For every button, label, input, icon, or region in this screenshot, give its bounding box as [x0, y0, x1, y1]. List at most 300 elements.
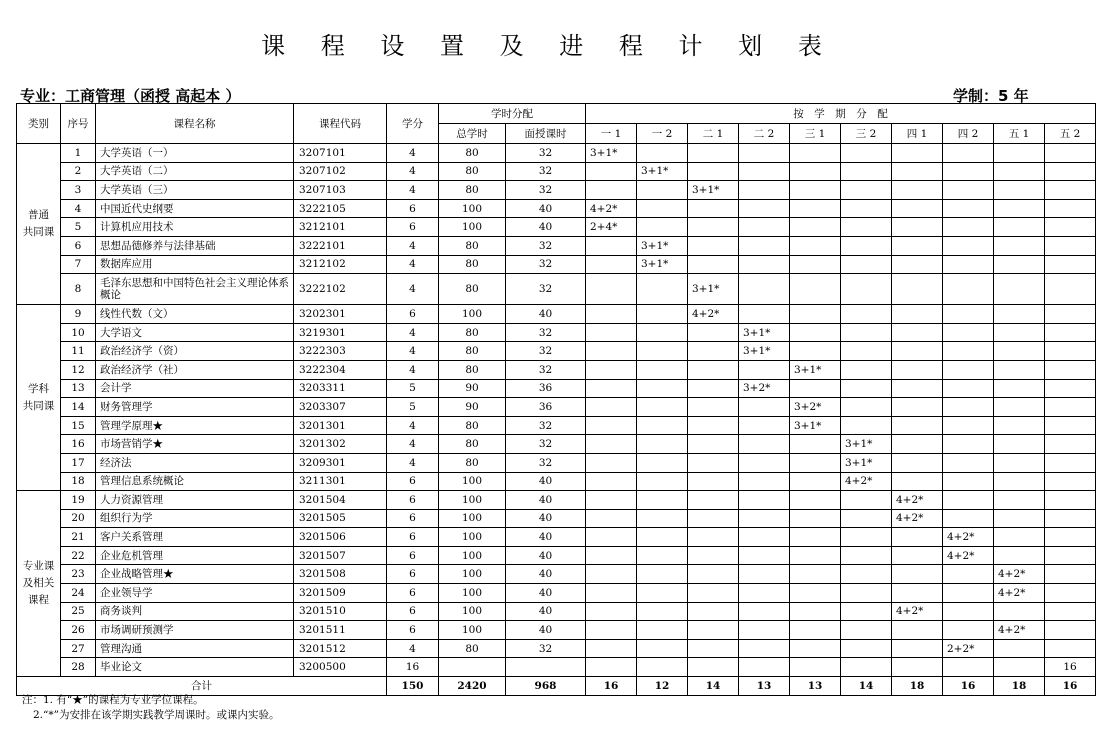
semester-cell: [1045, 584, 1096, 603]
semester-cell: [790, 236, 841, 255]
credit-cell: 4: [387, 360, 439, 379]
category-cell: 专业课 及相关 课程: [17, 491, 61, 677]
semester-cell: [1045, 144, 1096, 163]
semester-cell: [1045, 398, 1096, 417]
course-code-cell: 3222304: [294, 360, 387, 379]
face-hours-cell: 32: [506, 144, 586, 163]
semester-cell: [688, 323, 739, 342]
semester-cell: [841, 236, 892, 255]
semester-cell: [943, 218, 994, 237]
semester-cell: 3+1*: [790, 360, 841, 379]
total-semester: 16: [943, 677, 994, 696]
total-hours-cell: 100: [439, 528, 506, 547]
course-name-cell: 大学英语（二）: [96, 162, 294, 181]
seq-cell: 24: [61, 584, 96, 603]
semester-cell: [586, 255, 637, 274]
semester-cell: [688, 236, 739, 255]
semester-cell: 4+2*: [892, 509, 943, 528]
course-code-cell: 3201302: [294, 435, 387, 454]
semester-cell: [739, 255, 790, 274]
credit-cell: 5: [387, 398, 439, 417]
credit-cell: 6: [387, 199, 439, 218]
semester-cell: [586, 435, 637, 454]
course-code-cell: 3201507: [294, 546, 387, 565]
semester-cell: 3+1*: [688, 181, 739, 200]
header-semester: 二 2: [739, 124, 790, 144]
table-row: [17, 342, 1096, 361]
semester-cell: [892, 379, 943, 398]
table-row: [17, 218, 1096, 237]
semester-cell: [790, 323, 841, 342]
semester-cell: [586, 274, 637, 305]
semester-cell: [790, 342, 841, 361]
course-code-cell: 3201509: [294, 584, 387, 603]
course-name-cell: 管理信息系统概论: [96, 472, 294, 491]
credit-cell: 6: [387, 584, 439, 603]
course-code-cell: 3201511: [294, 621, 387, 640]
credit-cell: 4: [387, 255, 439, 274]
total-hours-cell: [439, 658, 506, 677]
semester-cell: [637, 323, 688, 342]
seq-cell: 28: [61, 658, 96, 677]
semester-cell: [892, 360, 943, 379]
header-row-top: [17, 104, 1096, 124]
course-code-cell: 3203311: [294, 379, 387, 398]
credit-cell: 4: [387, 453, 439, 472]
semester-cell: 3+1*: [688, 274, 739, 305]
semester-cell: [637, 199, 688, 218]
semester-cell: [1045, 639, 1096, 658]
course-name-cell: 市场营销学★: [96, 435, 294, 454]
semester-cell: [790, 453, 841, 472]
semester-cell: [841, 528, 892, 547]
course-name-cell: 思想品德修养与法律基础: [96, 236, 294, 255]
semester-cell: [943, 621, 994, 640]
duration-label: 学制：5 年: [953, 87, 1029, 105]
semester-cell: [841, 144, 892, 163]
semester-cell: [790, 144, 841, 163]
credit-cell: 6: [387, 472, 439, 491]
total-semester: 13: [790, 677, 841, 696]
table-row: [17, 546, 1096, 565]
semester-cell: [586, 621, 637, 640]
course-code-cell: 3207101: [294, 144, 387, 163]
semester-cell: [688, 621, 739, 640]
semester-cell: [841, 509, 892, 528]
header-credit: 学分: [387, 104, 439, 144]
semester-cell: [688, 584, 739, 603]
semester-cell: [790, 181, 841, 200]
semester-cell: [994, 199, 1045, 218]
total-hours-cell: 80: [439, 255, 506, 274]
semester-cell: 3+1*: [637, 255, 688, 274]
course-name-cell: 企业危机管理: [96, 546, 294, 565]
semester-cell: [994, 453, 1045, 472]
semester-cell: [739, 360, 790, 379]
credit-cell: 4: [387, 323, 439, 342]
semester-cell: [637, 342, 688, 361]
seq-cell: 8: [61, 274, 96, 305]
semester-cell: [994, 342, 1045, 361]
semester-cell: [841, 255, 892, 274]
total-hours-cell: 80: [439, 144, 506, 163]
face-hours-cell: 32: [506, 416, 586, 435]
semester-cell: [739, 398, 790, 417]
total-hours-cell: 80: [439, 274, 506, 305]
credit-cell: 6: [387, 305, 439, 324]
header-face-hours: 面授课时: [506, 124, 586, 144]
semester-cell: [637, 416, 688, 435]
semester-cell: [994, 416, 1045, 435]
semester-cell: [688, 658, 739, 677]
semester-cell: [586, 584, 637, 603]
face-hours-cell: 32: [506, 162, 586, 181]
course-name-cell: 大学英语（三）: [96, 181, 294, 200]
semester-cell: [943, 274, 994, 305]
semester-cell: [790, 584, 841, 603]
semester-cell: [586, 639, 637, 658]
semester-cell: [688, 162, 739, 181]
table-row: [17, 199, 1096, 218]
semester-cell: 4+2*: [892, 602, 943, 621]
semester-cell: [739, 181, 790, 200]
course-code-cell: 3222101: [294, 236, 387, 255]
face-hours-cell: 40: [506, 491, 586, 510]
seq-cell: 18: [61, 472, 96, 491]
semester-cell: 3+1*: [637, 236, 688, 255]
total-credit: 150: [387, 677, 439, 696]
semester-cell: [586, 565, 637, 584]
semester-cell: [688, 199, 739, 218]
semester-cell: [892, 546, 943, 565]
semester-cell: [739, 236, 790, 255]
table-row: [17, 435, 1096, 454]
semester-cell: [994, 509, 1045, 528]
credit-cell: 6: [387, 546, 439, 565]
seq-cell: 1: [61, 144, 96, 163]
semester-cell: [994, 274, 1045, 305]
seq-cell: 11: [61, 342, 96, 361]
face-hours-cell: 32: [506, 255, 586, 274]
semester-cell: [1045, 360, 1096, 379]
category-cell: 学科 共同课: [17, 305, 61, 491]
semester-cell: [892, 199, 943, 218]
semester-cell: 2+2*: [943, 639, 994, 658]
semester-cell: [943, 360, 994, 379]
semester-cell: [841, 621, 892, 640]
semester-cell: [790, 658, 841, 677]
semester-cell: [790, 565, 841, 584]
semester-cell: [841, 546, 892, 565]
semester-cell: [943, 658, 994, 677]
semester-cell: [994, 435, 1045, 454]
course-code-cell: 3201506: [294, 528, 387, 547]
semester-cell: [586, 360, 637, 379]
course-code-cell: 3219301: [294, 323, 387, 342]
semester-cell: [943, 162, 994, 181]
semester-cell: [892, 435, 943, 454]
semester-cell: [994, 472, 1045, 491]
header-semester: 一 1: [586, 124, 637, 144]
semester-cell: [994, 218, 1045, 237]
face-hours-cell: 32: [506, 360, 586, 379]
semester-cell: [892, 305, 943, 324]
course-code-cell: 3211301: [294, 472, 387, 491]
semester-cell: [1045, 621, 1096, 640]
semester-cell: [739, 602, 790, 621]
course-name-cell: 大学英语（一）: [96, 144, 294, 163]
semester-cell: [790, 639, 841, 658]
semester-cell: [637, 472, 688, 491]
total-semester: 13: [739, 677, 790, 696]
credit-cell: 6: [387, 491, 439, 510]
table-row: [17, 491, 1096, 510]
total-hours-cell: 100: [439, 602, 506, 621]
face-hours-cell: 40: [506, 509, 586, 528]
credit-cell: 5: [387, 379, 439, 398]
semester-cell: [943, 342, 994, 361]
course-schedule-table: [16, 103, 1096, 696]
course-code-cell: 3201505: [294, 509, 387, 528]
semester-cell: [637, 274, 688, 305]
seq-cell: 4: [61, 199, 96, 218]
semester-cell: [739, 509, 790, 528]
face-hours-cell: 40: [506, 602, 586, 621]
semester-cell: 4+2*: [688, 305, 739, 324]
semester-cell: [637, 509, 688, 528]
semester-cell: [790, 528, 841, 547]
semester-cell: [1045, 181, 1096, 200]
seq-cell: 21: [61, 528, 96, 547]
semester-cell: [943, 398, 994, 417]
semester-cell: [1045, 342, 1096, 361]
semester-cell: [586, 472, 637, 491]
seq-cell: 25: [61, 602, 96, 621]
semester-cell: [841, 491, 892, 510]
semester-cell: [892, 255, 943, 274]
semester-cell: [790, 435, 841, 454]
semester-cell: [841, 565, 892, 584]
seq-cell: 2: [61, 162, 96, 181]
semester-cell: 3+2*: [739, 379, 790, 398]
semester-cell: [586, 342, 637, 361]
total-face-hours: 968: [506, 677, 586, 696]
semester-cell: [739, 584, 790, 603]
semester-cell: [637, 546, 688, 565]
semester-cell: [637, 218, 688, 237]
semester-cell: [994, 379, 1045, 398]
table-row: [17, 162, 1096, 181]
semester-cell: [790, 509, 841, 528]
semester-cell: 4+2*: [943, 528, 994, 547]
semester-cell: [892, 565, 943, 584]
credit-cell: 4: [387, 274, 439, 305]
semester-cell: [892, 274, 943, 305]
face-hours-cell: 32: [506, 274, 586, 305]
table-row: [17, 274, 1096, 305]
semester-cell: [841, 181, 892, 200]
semester-cell: [994, 398, 1045, 417]
course-name-cell: 毕业论文: [96, 658, 294, 677]
semester-cell: [790, 305, 841, 324]
semester-cell: [892, 453, 943, 472]
semester-cell: [739, 274, 790, 305]
seq-cell: 15: [61, 416, 96, 435]
semester-cell: [841, 218, 892, 237]
semester-cell: [739, 528, 790, 547]
face-hours-cell: 40: [506, 472, 586, 491]
semester-cell: [790, 218, 841, 237]
semester-cell: [790, 379, 841, 398]
semester-cell: [688, 435, 739, 454]
total-semester: 14: [841, 677, 892, 696]
semester-cell: [790, 621, 841, 640]
credit-cell: 6: [387, 218, 439, 237]
semester-cell: [994, 181, 1045, 200]
semester-cell: [688, 509, 739, 528]
seq-cell: 5: [61, 218, 96, 237]
total-hours-cell: 100: [439, 199, 506, 218]
semester-cell: [892, 416, 943, 435]
semester-cell: 3+1*: [841, 435, 892, 454]
semester-cell: [994, 305, 1045, 324]
semester-cell: [841, 199, 892, 218]
semester-cell: [841, 342, 892, 361]
face-hours-cell: 40: [506, 305, 586, 324]
semester-cell: 4+2*: [586, 199, 637, 218]
semester-cell: [586, 509, 637, 528]
table-row: [17, 509, 1096, 528]
credit-cell: 6: [387, 621, 439, 640]
note-2: 2.“*”为安排在该学期实践教学周课时。或课内实验。: [33, 709, 280, 721]
face-hours-cell: 40: [506, 546, 586, 565]
semester-cell: [841, 639, 892, 658]
semester-cell: [1045, 255, 1096, 274]
table-row: [17, 602, 1096, 621]
major-label: 专业：工商管理（函授 高起本 ）: [20, 87, 241, 105]
semester-cell: [841, 379, 892, 398]
face-hours-cell: 40: [506, 584, 586, 603]
seq-cell: 16: [61, 435, 96, 454]
total-hours-cell: 80: [439, 360, 506, 379]
table-row: [17, 255, 1096, 274]
credit-cell: 4: [387, 416, 439, 435]
semester-cell: [892, 218, 943, 237]
semester-cell: [586, 236, 637, 255]
semester-cell: [739, 565, 790, 584]
semester-cell: [994, 602, 1045, 621]
semester-cell: [841, 584, 892, 603]
course-code-cell: 3222105: [294, 199, 387, 218]
semester-cell: [943, 509, 994, 528]
semester-cell: 4+2*: [994, 584, 1045, 603]
total-hours-cell: 80: [439, 323, 506, 342]
notes: [22, 693, 280, 723]
course-code-cell: 3202301: [294, 305, 387, 324]
table-row: [17, 360, 1096, 379]
semester-cell: [739, 162, 790, 181]
total-hours-cell: 100: [439, 584, 506, 603]
total-hours-cell: 90: [439, 379, 506, 398]
seq-cell: 10: [61, 323, 96, 342]
semester-cell: [739, 621, 790, 640]
table-row: [17, 181, 1096, 200]
credit-cell: 6: [387, 565, 439, 584]
semester-cell: 4+2*: [943, 546, 994, 565]
semester-cell: [586, 546, 637, 565]
course-name-cell: 企业领导学: [96, 584, 294, 603]
semester-cell: [841, 323, 892, 342]
course-name-cell: 大学语文: [96, 323, 294, 342]
credit-cell: 6: [387, 528, 439, 547]
table-row: [17, 323, 1096, 342]
semester-cell: [1045, 528, 1096, 547]
semester-cell: 3+1*: [637, 162, 688, 181]
table-row: [17, 305, 1096, 324]
table-row: [17, 584, 1096, 603]
table-row: [17, 528, 1096, 547]
semester-cell: [790, 546, 841, 565]
total-hours-cell: 100: [439, 218, 506, 237]
header-semester: 五 1: [994, 124, 1045, 144]
semester-cell: [790, 255, 841, 274]
semester-cell: [943, 584, 994, 603]
semester-cell: [637, 584, 688, 603]
semester-cell: [1045, 379, 1096, 398]
semester-cell: [943, 236, 994, 255]
semester-cell: [994, 162, 1045, 181]
course-name-cell: 政治经济学（社）: [96, 360, 294, 379]
semester-cell: [1045, 509, 1096, 528]
semester-cell: [790, 274, 841, 305]
semester-cell: [994, 491, 1045, 510]
semester-cell: [688, 342, 739, 361]
credit-cell: 6: [387, 509, 439, 528]
header-category: 类别: [17, 104, 61, 144]
seq-cell: 20: [61, 509, 96, 528]
course-name-cell: 计算机应用技术: [96, 218, 294, 237]
semester-cell: [1045, 416, 1096, 435]
semester-cell: [586, 658, 637, 677]
semester-cell: [637, 144, 688, 163]
course-code-cell: 3222102: [294, 274, 387, 305]
course-code-cell: 3222303: [294, 342, 387, 361]
total-semester: 18: [892, 677, 943, 696]
semester-cell: 3+1*: [586, 144, 637, 163]
total-hours-cell: 80: [439, 453, 506, 472]
credit-cell: 4: [387, 435, 439, 454]
semester-cell: [892, 584, 943, 603]
semester-cell: [739, 305, 790, 324]
semester-cell: [637, 658, 688, 677]
semester-cell: [790, 199, 841, 218]
semester-cell: [739, 639, 790, 658]
semester-cell: [943, 565, 994, 584]
table-row: [17, 144, 1096, 163]
semester-cell: 4+2*: [994, 621, 1045, 640]
course-code-cell: 3201504: [294, 491, 387, 510]
face-hours-cell: 32: [506, 236, 586, 255]
semester-cell: [892, 181, 943, 200]
total-hours-cell: 80: [439, 342, 506, 361]
semester-cell: [943, 416, 994, 435]
semester-cell: [841, 416, 892, 435]
semester-cell: [586, 323, 637, 342]
semester-cell: [637, 602, 688, 621]
semester-cell: [841, 274, 892, 305]
header-semester: 一 2: [637, 124, 688, 144]
semester-cell: [1045, 602, 1096, 621]
